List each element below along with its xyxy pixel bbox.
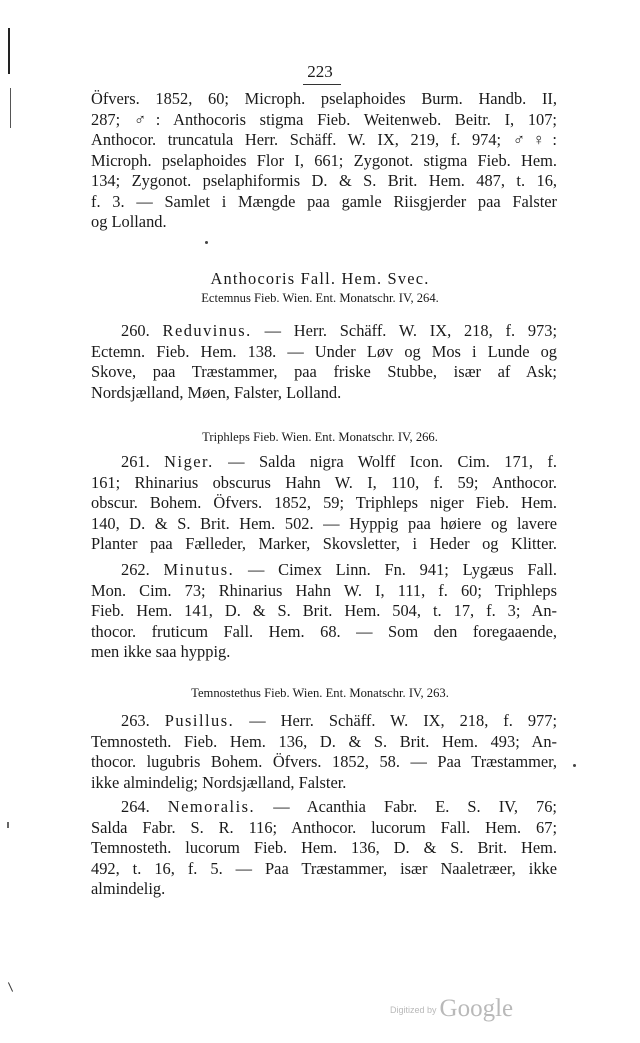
species-number: 264. [121,797,150,816]
scan-edge-mark [7,822,9,828]
text-line: men ikke saa hyppig. [91,642,231,661]
text-line: Anthocor. truncatula Herr. Schäff. W. IX, 219, f. 974; ♂♀: [91,130,557,149]
text-line: f. 3. — Samlet i Mængde paa gamle Riisgjerder paa Falster [91,191,557,211]
species-citation: — Herr. Schäff. W. IX, 218, f. 973; [264,321,557,340]
scan-edge-mark [10,88,11,128]
species-citation: — Salda nigra Wolff Icon. Cim. 171, f. [228,452,557,471]
species-name: Reduvinus. [162,321,252,340]
text-line: 140, D. & S. Brit. Hem. 502. — Hyppig paa høiere og lavere [91,513,557,533]
genus-reference-ectemnus: Ectemnus Fieb. Wien. Ent. Monatschr. IV, 264. [201,291,439,305]
species-entry-262 [91,560,557,663]
text-line: 134; Zygonot. pselaphiformis D. & S. Brit. Hem. 487, t. 16, [91,171,557,190]
page-number-underline [303,84,341,85]
text-line: obscur. Bohem. Öfvers. 1852, 59; Triphleps niger Fieb. Hem. [91,493,557,512]
continuation-paragraph [91,89,557,233]
watermark-logo-text: Google [439,995,514,1022]
text-line: Temnosteth. lucorum Fieb. Hem. 136, D. & S. Brit. Hem. [91,838,557,857]
text-line: ikke almindelig; Nordsjælland, Falster. [91,772,347,792]
species-name: Pusillus. [164,711,235,730]
text-line: Skove, paa Træstammer, paa friske Stubbe, især af Ask; [91,362,557,381]
stray-dot [573,764,576,767]
text-line: Öfvers. 1852, 60; Microph. pselaphoides Burm. Handb. II, [91,89,557,108]
species-first-line [91,560,557,581]
species-first-line [91,797,557,818]
text-line: Nordsjælland, Møen, Falster, Lolland. [91,382,342,402]
species-number: 260. [121,321,150,340]
species-citation: — Herr. Schäff. W. IX, 218, f. 977; [249,711,557,730]
species-first-line [91,321,557,342]
text-line: Temnosteth. Fieb. Hem. 136, D. & S. Brit. Hem. 493; An- [91,731,557,751]
text-line: Salda Fabr. S. R. 116; Anthocor. lucorum Fall. Hem. 67; [91,817,557,837]
digitized-watermark [390,995,513,1023]
species-entry-260 [91,321,557,403]
species-name: Niger. [164,452,214,471]
species-entry-264 [91,797,557,900]
genus-reference-triphleps: Triphleps Fieb. Wien. Ent. Monatschr. IV, 266. [202,430,438,444]
species-first-line [91,452,557,473]
stray-dot [205,241,208,244]
species-name: Nemoralis. [167,797,256,816]
genus-reference-temnostethus: Temnostethus Fieb. Wien. Ent. Monatschr. IV, 263. [191,686,449,700]
species-name: Minutus. [163,560,235,579]
text-line: Microph. pselaphoides Flor I, 661; Zygonot. stigma Fieb. Hem. [91,150,557,170]
species-citation: — Cimex Linn. Fn. 941; Lygæus Fall. [248,560,557,579]
species-citation: — Acanthia Fabr. E. S. IV, 76; [273,797,557,816]
species-entry-261 [91,452,557,555]
genus-heading-anthocoris: Anthocoris Fall. Hem. Svec. [210,269,430,288]
page-number: 223 [307,62,333,81]
text-line: og Lolland. [91,212,167,231]
text-line: 492, t. 16, f. 5. — Paa Træstammer, især Naaletræer, ikke [91,858,557,878]
text-line: almindelig. [91,879,166,898]
text-line: Ectemn. Fieb. Hem. 138. — Under Løv og Mos i Lunde og [91,341,557,361]
species-first-line [91,711,557,732]
species-number: 261. [121,452,150,471]
text-line: 161; Rhinarius obscurus Hahn W. I, 110, f. 59; Anthocor. [91,472,557,492]
text-line: thocor. fruticum Fall. Hem. 68. — Som den foregaaende, [91,621,557,641]
text-line: 287; ♂: Anthocoris stigma Fieb. Weitenweb. Beitr. I, 107; [91,109,557,129]
text-line: thocor. lugubris Bohem. Öfvers. 1852, 58. — Paa Træstammer, [91,752,557,771]
watermark-small-text: Digitized by [390,1005,437,1015]
scan-edge-mark [8,982,13,991]
text-line: Fieb. Hem. 141, D. & S. Brit. Hem. 504, t. 17, f. 3; An- [91,601,557,620]
species-entry-263 [91,711,557,793]
text-line: Planter paa Fælleder, Marker, Skovsletter, i Heder og Klitter. [91,534,557,553]
text-line: Mon. Cim. 73; Rhinarius Hahn W. I, 111, f. 60; Triphleps [91,580,557,600]
species-number: 262. [121,560,150,579]
species-number: 263. [121,711,150,730]
